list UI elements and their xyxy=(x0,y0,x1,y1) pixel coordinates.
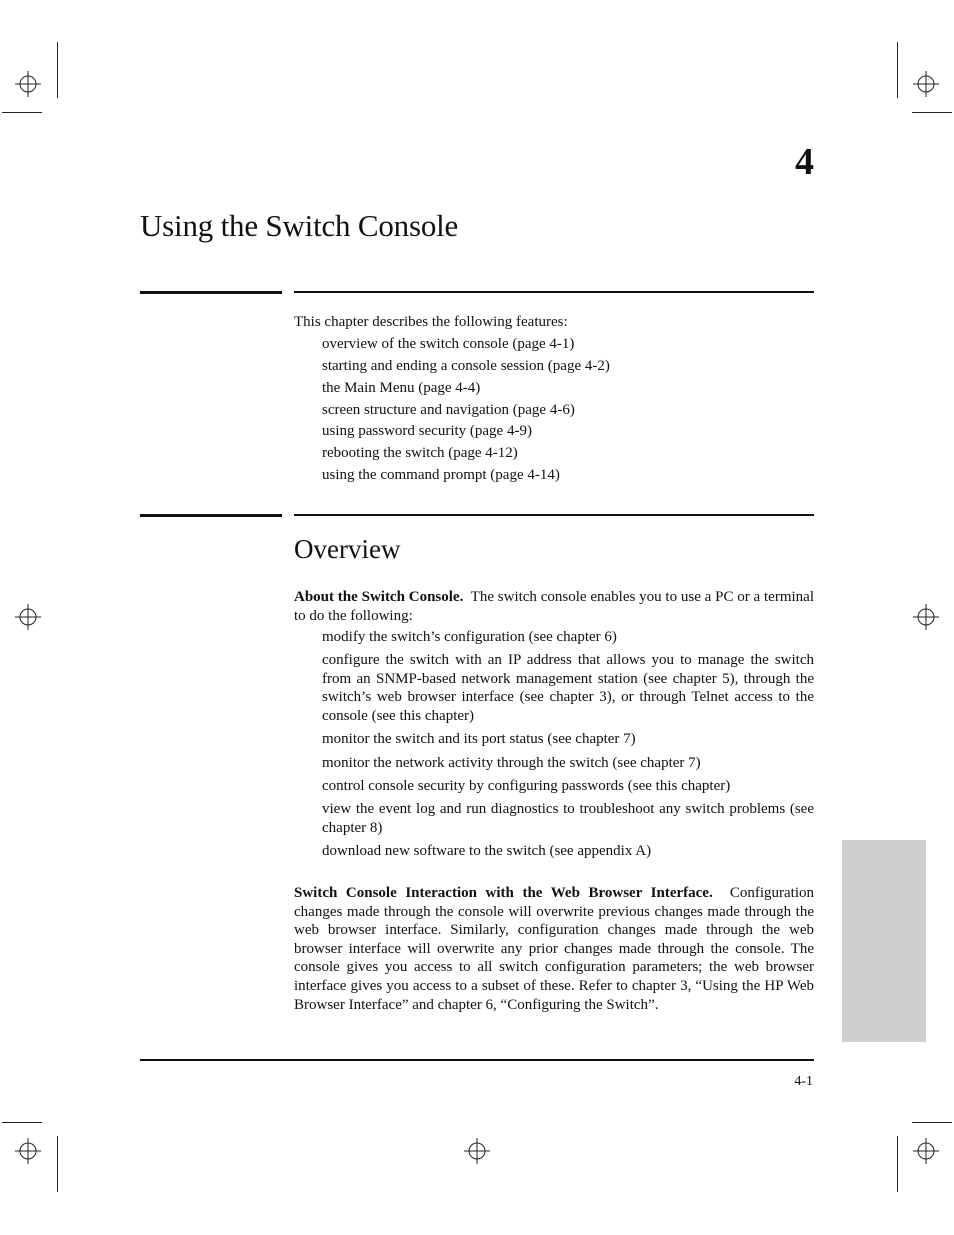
section-rule-short xyxy=(140,291,282,294)
section-rule-short xyxy=(140,514,282,517)
feature-list xyxy=(322,628,814,865)
footer-rule xyxy=(140,1059,814,1061)
crop-mark xyxy=(897,1136,898,1192)
chapter-number: 4 xyxy=(795,141,814,183)
run-in-heading: About the Switch Console. xyxy=(294,589,464,605)
list-item: configure the switch with an IP address that allows you to manage the switch from an SNMP-based network management station (see chapter 5), through the switch’s web browser interface (see chapter 3), or through Telnet access to the console (see this chapter) xyxy=(322,652,814,725)
section-rule-long xyxy=(294,291,814,293)
list-item: modify the switch’s configuration (see chapter 6) xyxy=(322,629,617,645)
intro-item: the Main Menu (page 4-4) xyxy=(322,379,481,396)
crop-mark xyxy=(912,1122,952,1123)
registration-mark-icon xyxy=(15,1138,41,1164)
registration-mark-icon xyxy=(913,1138,939,1164)
about-paragraph xyxy=(294,588,814,625)
intro-lead: This chapter describes the following features: xyxy=(294,314,568,330)
intro-item: starting and ending a console session (page 4-2) xyxy=(322,357,610,374)
crop-mark xyxy=(912,112,952,113)
paragraph-text: The switch console enables you to use a PC or a terminal to do the following: xyxy=(294,589,814,624)
crop-mark xyxy=(57,42,58,98)
intro-item: overview of the switch console (page 4-1) xyxy=(322,335,575,352)
section-heading: Overview xyxy=(294,534,401,564)
paragraph-text: Configuration changes made through the console will overwrite previous changes made through the web browser interface. Similarly, configuration changes made through the web browser interface will overwrite any prior changes made through the console. The console gives you access to all switch configuration parameters; the web browser interface gives you access to a subset of these. Refer to chapter 3, “Using the HP Web Browser Interface” and chapter 6, “Configuring the Switch”. xyxy=(294,885,815,1013)
page-number: 4-1 xyxy=(794,1074,813,1089)
intro-item: screen structure and navigation (page 4-6) xyxy=(322,401,575,418)
list-item: download new software to the switch (see appendix A) xyxy=(322,843,652,860)
intro-item: rebooting the switch (page 4-12) xyxy=(322,445,518,462)
section-rule-long xyxy=(294,514,814,516)
run-in-heading: Switch Console Interaction with the Web Browser Interface. xyxy=(294,885,713,901)
registration-mark-icon xyxy=(15,604,41,630)
side-thumb-tab xyxy=(842,840,926,1042)
registration-mark-icon xyxy=(913,71,939,97)
chapter-intro xyxy=(294,313,814,485)
interaction-paragraph xyxy=(294,884,814,1014)
list-item: monitor the switch and its port status (see chapter 7) xyxy=(322,731,636,748)
registration-mark-icon xyxy=(464,1138,490,1164)
list-item: control console security by configuring passwords (see this chapter) xyxy=(322,777,731,794)
intro-item: using the command prompt (page 4-14) xyxy=(322,467,560,484)
intro-item: using password security (page 4-9) xyxy=(322,423,532,440)
crop-mark xyxy=(57,1136,58,1192)
crop-mark xyxy=(2,112,42,113)
chapter-title: Using the Switch Console xyxy=(140,208,459,243)
list-item: view the event log and run diagnostics to troubleshoot any switch problems (see chapter 8) xyxy=(322,801,814,836)
list-item: monitor the network activity through the switch (see chapter 7) xyxy=(322,754,701,771)
crop-mark xyxy=(897,42,898,98)
crop-mark xyxy=(2,1122,42,1123)
registration-mark-icon xyxy=(15,71,41,97)
registration-mark-icon xyxy=(913,604,939,630)
